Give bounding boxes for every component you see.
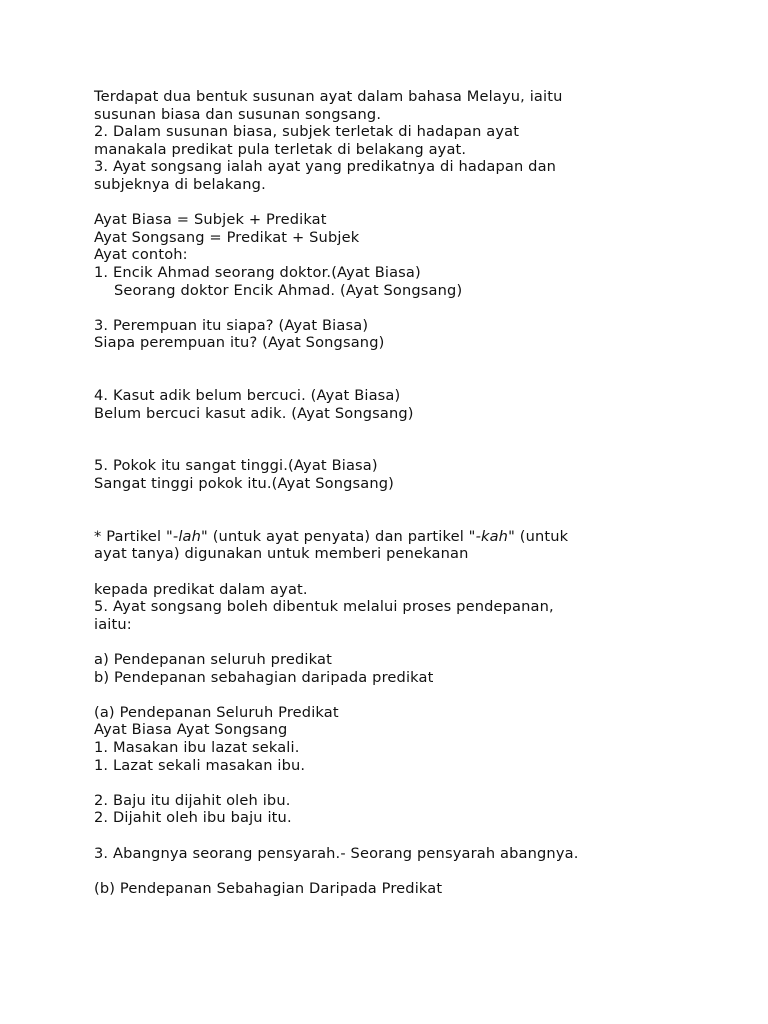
intro-line-1: Terdapat dua bentuk susunan ayat dalam bahasa Melayu, iaitu [94,88,563,105]
spacer [94,422,714,457]
spacer [94,862,714,880]
section-a-heading: (a) Pendepanan Seluruh Predikat [94,703,339,721]
pendepanan-item-b: b) Pendepanan sebahagian daripada predikat [94,668,434,686]
spacer [94,194,714,212]
section-a-example-1-biasa: 1. Masakan ibu lazat sekali. [94,738,300,756]
example-5-songsang: Sangat tinggi pokok itu.(Ayat Songsang) [94,475,395,493]
intro-line-5: 3. Ayat songsang ialah ayat yang predikatnya di hadapan dan [94,158,557,176]
example-4-biasa: 4. Kasut adik belum bercuci. (Ayat Biasa) [94,387,401,405]
section-a-example-2-songsang: 2. Dijahit oleh ibu baju itu. [94,809,292,827]
formula-songsang: Ayat Songsang = Predikat + Subjek [94,228,360,246]
spacer [94,633,714,651]
contoh-label: Ayat contoh: [94,246,188,264]
spacer [94,493,714,528]
document-page [94,88,714,897]
example-1-biasa: 1. Encik Ahmad seorang doktor.(Ayat Biasa) [94,263,421,281]
section-b-heading: (b) Pendepanan Sebahagian Daripada Predikat [94,879,443,897]
example-3-songsang: Siapa perempuan itu? (Ayat Songsang) [94,334,385,352]
pendepanan-intro-2: iaitu: [94,615,132,633]
section-a-example-2-biasa: 2. Baju itu dijahit oleh ibu. [94,791,291,809]
intro-line-4: manakala predikat pula terletak di belakang ayat. [94,140,467,158]
partikel-kah: -kah [475,527,509,545]
example-5-biasa: 5. Pokok itu sangat tinggi.(Ayat Biasa) [94,457,378,475]
partikel-text-3: " (untuk [508,527,569,545]
intro-line-6: subjeknya di belakang. [94,175,266,193]
spacer [94,352,714,387]
intro-line-3: 2. Dalam susunan biasa, subjek terletak di hadapan ayat [94,123,520,141]
partikel-line-2: ayat tanya) digunakan untuk memberi penekanan [94,545,469,563]
formula-biasa: Ayat Biasa = Subjek + Predikat [94,211,327,229]
spacer [94,299,714,317]
pendepanan-intro-1: 5. Ayat songsang boleh dibentuk melalui proses pendepanan, [94,598,554,616]
spacer [94,563,714,581]
spacer [94,827,714,845]
pendepanan-item-a: a) Pendepanan seluruh predikat [94,651,332,668]
example-4-songsang: Belum bercuci kasut adik. (Ayat Songsang) [94,404,414,422]
spacer [94,686,714,704]
intro-line-2: susunan biasa dan susunan songsang. [94,105,382,123]
partikel-text-2: " (untuk ayat penyata) dan partikel " [201,527,476,545]
partikel-text-1: * Partikel " [94,527,173,545]
spacer [94,774,714,792]
partikel-lah: -lah [172,527,202,545]
example-1-songsang: Seorang doktor Encik Ahmad. (Ayat Songsang) [114,281,463,299]
section-a-example-3: 3. Abangnya seorang pensyarah.- Seorang pensyarah abangnya. [94,844,579,862]
example-3-biasa: 3. Perempuan itu siapa? (Ayat Biasa) [94,316,369,334]
section-a-example-1-songsang: 1. Lazat sekali masakan ibu. [94,756,306,774]
partikel-line-3: kepada predikat dalam ayat. [94,580,308,598]
partikel-line-1 [94,528,714,546]
section-a-columns: Ayat Biasa Ayat Songsang [94,721,288,739]
